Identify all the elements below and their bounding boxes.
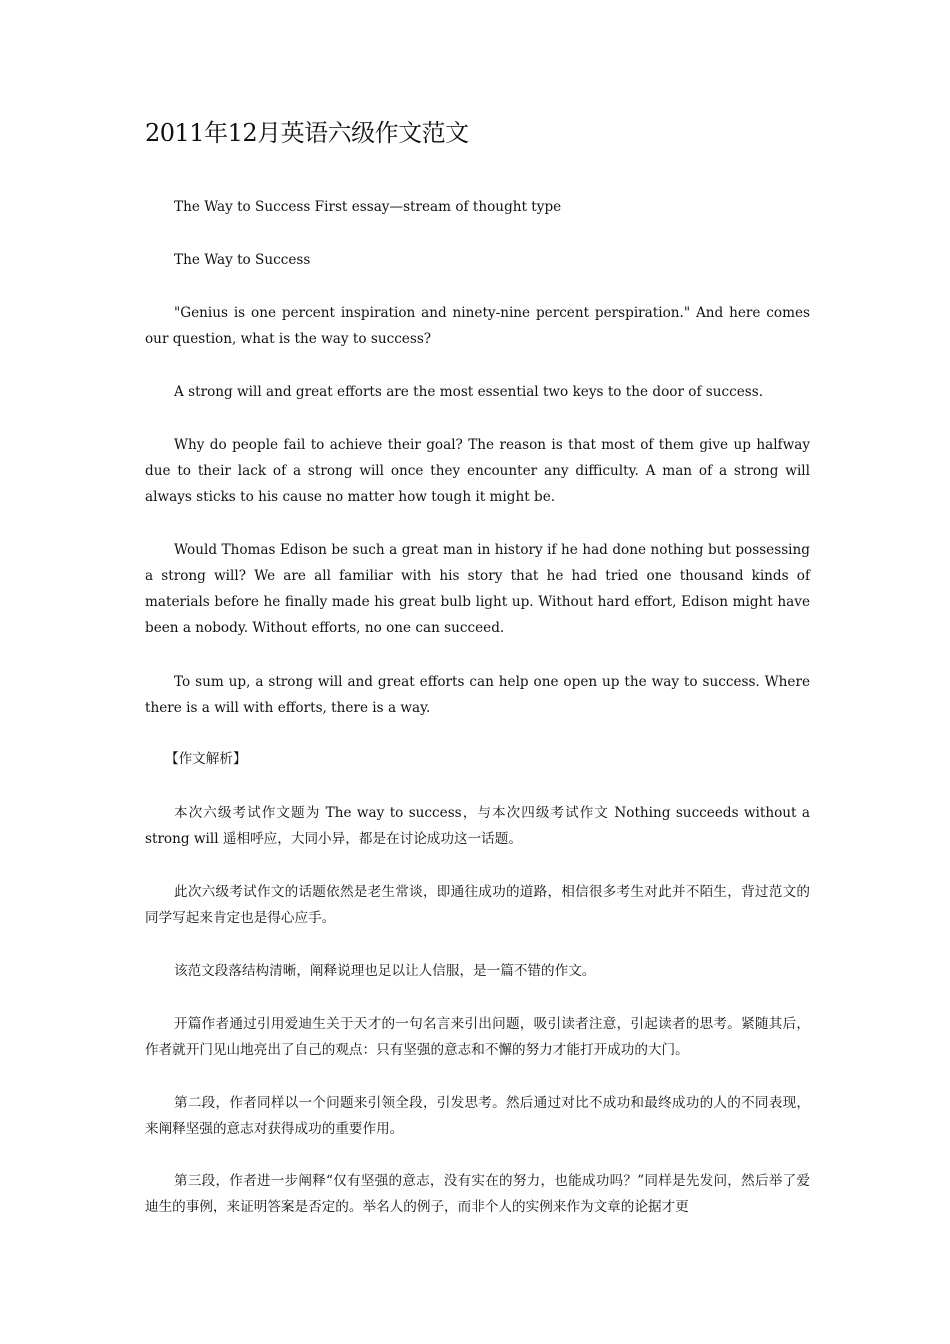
essay-paragraph-4: Would Thomas Edison be such a great man in history if he had done nothing but possessing a strong will? We are all familiar with his story that he had tried one thousand kinds of materials before he finally made his great bulb light up. Without hard effort, Edison might have been a nobody. Without efforts, no one can succeed. [145, 542, 810, 636]
essay-title-line: The Way to Success [174, 252, 311, 268]
analysis-paragraph-4: 开篇作者通过引用爱迪生关于天才的一句名言来引出问题，吸引读者注意，引起读者的思考。紧随其后，作者就开门见山地亮出了自己的观点：只有坚强的意志和不懈的努力才能打开成功的大门。 [145, 1016, 810, 1058]
analysis-paragraph-1: 本次六级考试作文题为 The way to success，与本次四级考试作文 Nothing succeeds without a strong will 遥相呼应，大同小异，都是在讨论成功这一话题。 [145, 805, 810, 847]
essay-type-line: The Way to Success First essay—stream of thought type [174, 199, 562, 215]
analysis-paragraph-6: 第三段，作者进一步阐释“仅有坚强的意志，没有实在的努力，也能成功吗？”同样是先发问，然后举了爱迪生的事例，来证明答案是否定的。举名人的例子，而非个人的实例来作为文章的论据才更 [145, 1173, 810, 1215]
essay-paragraph-5: To sum up, a strong will and great efforts can help one open up the way to success. Where there is a will with efforts, there is a way. [145, 674, 810, 716]
document-title: 2011年12月英语六级作文范文 [145, 119, 469, 147]
essay-paragraph-3: Why do people fail to achieve their goal? The reason is that most of them give up halfway due to their lack of a strong will once they encounter any difficulty. A man of a strong will always sticks to his cause no matter how tough it might be. [145, 437, 810, 505]
analysis-paragraph-3: 该范文段落结构清晰，阐释说理也足以让人信服，是一篇不错的作文。 [174, 963, 596, 979]
analysis-heading: 【作文解析】 [165, 751, 247, 767]
essay-paragraph-1: "Genius is one percent inspiration and ninety-nine percent perspiration." And here comes our question, what is the way to success? [145, 305, 810, 347]
analysis-paragraph-5: 第二段，作者同样以一个问题来引领全段，引发思考。然后通过对比不成功和最终成功的人的不同表现，来阐释坚强的意志对获得成功的重要作用。 [145, 1095, 810, 1137]
essay-paragraph-2: A strong will and great efforts are the most essential two keys to the door of success. [174, 384, 764, 400]
analysis-paragraph-2: 此次六级考试作文的话题依然是老生常谈，即通往成功的道路，相信很多考生对此并不陌生，背过范文的同学写起来肯定也是得心应手。 [145, 884, 810, 926]
